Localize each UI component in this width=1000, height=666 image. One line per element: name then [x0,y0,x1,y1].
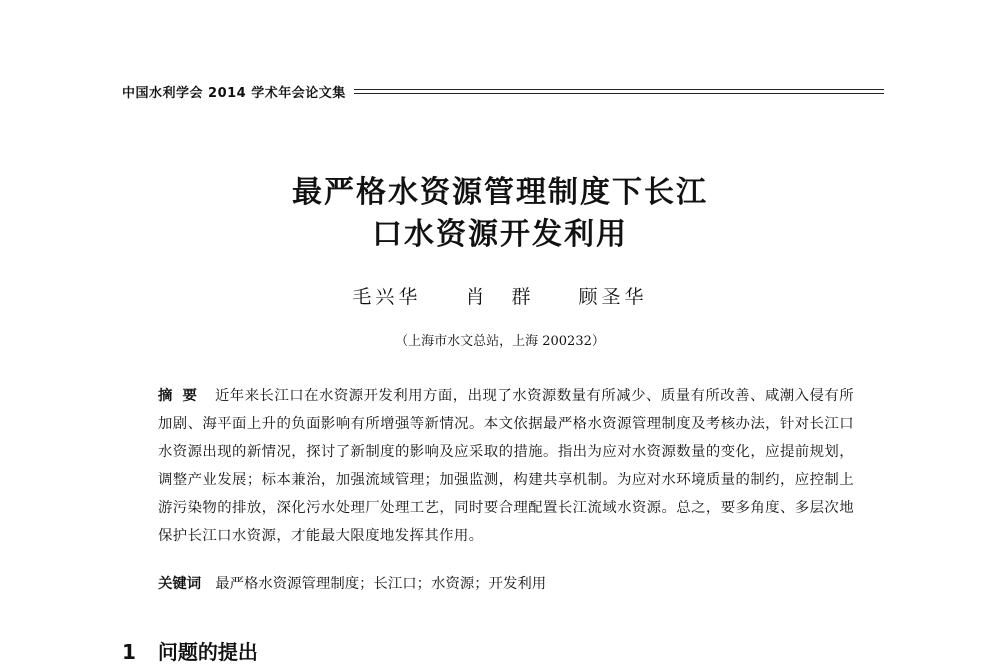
keywords [158,570,854,598]
header-double-rule [354,89,884,94]
paper-title-line-1: 最严格水资源管理制度下长江 [292,175,708,210]
author-list [0,282,1000,309]
section-title: 问题的提出 [157,640,258,664]
journal-name: 中国水利学会 2014 学术年会论文集 [122,85,346,101]
keywords-text: 最严格水资源管理制度；长江口；水资源；开发利用 [215,576,547,592]
author-name: 肖 群 [465,286,535,308]
abstract [158,382,854,550]
author-name: 顾圣华 [578,286,648,308]
abstract-label: 摘要 [158,388,207,404]
running-header [122,80,884,102]
author-name: 毛兴华 [352,286,422,308]
section-number: 1 [122,640,136,664]
abstract-text: 近年来长江口在水资源开发利用方面，出现了水资源数量有所减少、质量有所改善、咸潮入侵有所加剧、海平面上升的负面影响有所增强等新情况。本文依据最严格水资源管理制度及考核办法，针对长江口水资源出现的新情况，探讨了新制度的影响及应采取的措施。指出为应对水资源数量的变化，应提前规划，调整产业发展；标本兼治，加强流域管理；加强监测，构建共享机制。为应对水环境质量的制约，应控制上游污染物的排放，深化污水处理厂处理工艺，同时要合理配置长江流域水资源。总之，要多角度、多层次地保护长江口水资源，才能最大限度地发挥其作用。 [158,388,854,544]
paper-title-line-2: 口水资源开发利用 [372,217,628,252]
affiliation: （上海市水文总站，上海 200232） [395,334,605,349]
section-heading [122,636,258,665]
keywords-label: 关键词 [158,576,202,592]
